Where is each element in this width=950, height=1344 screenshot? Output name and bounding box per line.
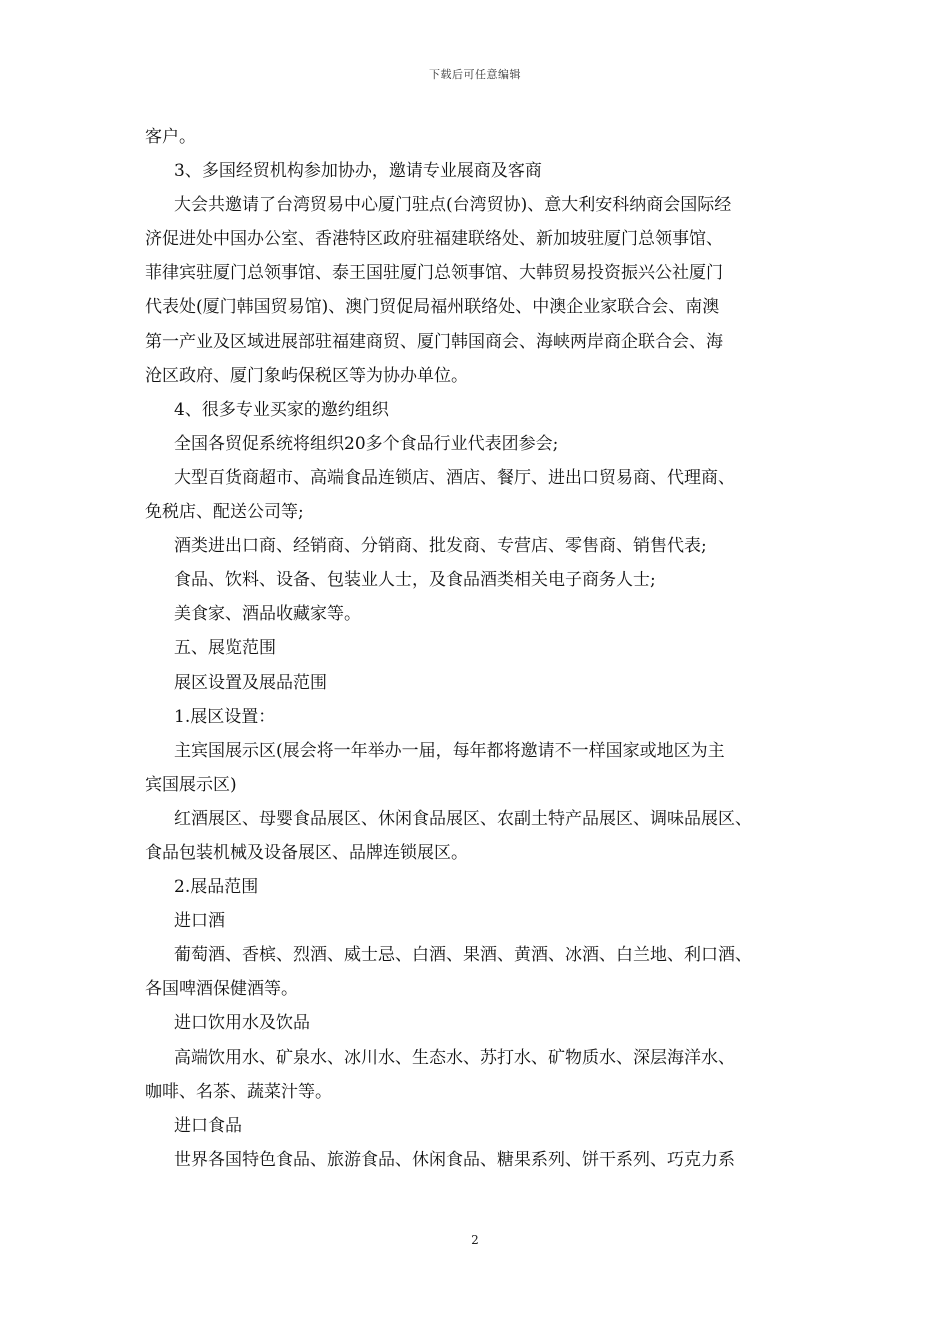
text-line: 咖啡、名茶、蔬菜汁等。 (145, 1081, 332, 1102)
text-line: 主宾国展示区(展会将一年举办一届，每年都将邀请不一样国家或地区为主 (174, 740, 725, 761)
text-line: 红酒展区、母婴食品展区、休闲食品展区、农副土特产品展区、调味品展区、 (174, 808, 752, 829)
document-body (145, 120, 815, 1177)
text-line: 葡萄酒、香槟、烈酒、威士忌、白酒、果酒、黄酒、冰酒、白兰地、利口酒、 (174, 945, 752, 966)
page-header: 下载后可任意编辑 (429, 68, 521, 81)
text-line: 酒类进出口商、经销商、分销商、批发商、专营店、零售商、销售代表; (174, 536, 707, 557)
text-line: 沧区政府、厦门象屿保税区等为协办单位。 (145, 365, 468, 386)
text-line: 大会共邀请了台湾贸易中心厦门驻点(台湾贸协)、意大利安科纳商会国际经 (174, 195, 732, 216)
text-line: 全国各贸促系统将组织20多个食品行业代表团参会; (174, 433, 559, 454)
text-line: 大型百货商超市、高端食品连锁店、酒店、餐厅、进出口贸易商、代理商、 (174, 467, 735, 488)
text-line: 高端饮用水、矿泉水、冰川水、生态水、苏打水、矿物质水、深层海洋水、 (174, 1047, 735, 1068)
text-line: 世界各国特色食品、旅游食品、休闲食品、糖果系列、饼干系列、巧克力系 (174, 1149, 735, 1170)
text-line: 4、很多专业买家的邀约组织 (174, 399, 389, 420)
text-line: 食品、饮料、设备、包装业人士，及食品酒类相关电子商务人士; (174, 570, 656, 591)
text-line: 展区设置及展品范围 (174, 672, 327, 693)
text-line: 代表处(厦门韩国贸易馆)、澳门贸促局福州联络处、中澳企业家联合会、南澳 (145, 297, 720, 318)
text-line: 1.展区设置： (174, 706, 276, 727)
text-line: 五、展览范围 (174, 638, 276, 659)
text-line: 第一产业及区域进展部驻福建商贸、厦门韩国商会、海峡两岸商企联合会、海 (145, 331, 723, 352)
text-line: 宾国展示区) (145, 774, 237, 795)
text-line: 菲律宾驻厦门总领事馆、泰王国驻厦门总领事馆、大韩贸易投资振兴公社厦门 (145, 263, 723, 284)
text-line: 免税店、配送公司等; (145, 502, 304, 523)
text-line: 各国啤酒保健酒等。 (145, 979, 298, 1000)
text-line: 济促进处中国办公室、香港特区政府驻福建联络处、新加坡驻厦门总领事馆、 (145, 229, 723, 250)
page-number: 2 (471, 1233, 479, 1247)
text-line: 3、多国经贸机构参加协办，邀请专业展商及客商 (174, 161, 542, 182)
text-line: 进口饮用水及饮品 (174, 1013, 310, 1034)
text-line: 美食家、酒品收藏家等。 (174, 604, 361, 625)
text-line: 进口酒 (174, 911, 225, 932)
text-line: 客户。 (145, 127, 196, 147)
text-line: 进口食品 (174, 1115, 242, 1136)
text-line: 食品包装机械及设备展区、品牌连锁展区。 (145, 842, 468, 863)
text-line: 2.展品范围 (174, 877, 259, 898)
